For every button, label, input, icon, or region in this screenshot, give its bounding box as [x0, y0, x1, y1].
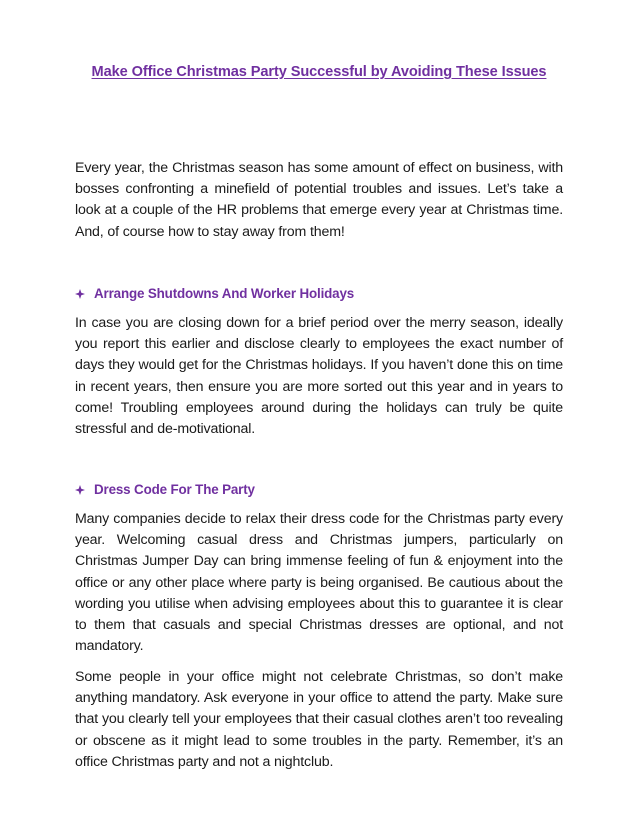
intro-paragraph	[75, 158, 563, 243]
section-heading-dress-code	[75, 482, 563, 497]
body-paragraph: In case you are closing down for a brief period over the merry season, ideally you report this earlier and disclose clearly to employees the exact number of days they would get for the Christmas holidays. If you haven’t done this on time in recent years, then ensure you are more sorted out this year and in years to come! Troubling employees around during the holidays can truly be quite stressful and de-motivational.	[75, 315, 563, 438]
section-heading-shutdowns	[75, 286, 563, 301]
diamond-bullet-icon	[75, 485, 85, 495]
section-body-dress-code-1	[75, 509, 563, 657]
section-heading-text: Dress Code For The Party	[94, 482, 255, 497]
diamond-bullet-icon	[75, 289, 85, 299]
intro-text: Every year, the Christmas season has some amount of effect on business, with bosses confronting a minefield of potential troubles and issues. Let’s take a look at a couple of the HR problems that emerge every year at Christmas time. And, of course how to stay away from them!	[75, 160, 563, 240]
body-paragraph: Many companies decide to relax their dress code for the Christmas party every year. Welcoming casual dress and Christmas jumpers, particularly on Christmas Jumper Day can bring immense feeling of fun & enjoyment into the office or any other place where party is being organised. Be cautious about the wording you utilise when advising employees about this to guarantee it is clear to them that casuals and special Christmas dresses are optional, and not mandatory.	[75, 511, 563, 655]
section-heading-text: Arrange Shutdowns And Worker Holidays	[94, 286, 355, 301]
page-title: Make Office Christmas Party Successful by Avoiding These Issues	[91, 64, 547, 80]
body-paragraph: Some people in your office might not celebrate Christmas, so don’t make anything mandatory. Ask everyone in your office to attend the party. Make sure that you clearly tell your employees that their casual clothes aren’t too revealing or obscene as it might lead to some troubles in the party. Remember, it’s an office Christmas party and not a nightclub.	[75, 669, 563, 770]
section-body-dress-code-2	[75, 667, 563, 773]
section-body-shutdowns	[75, 313, 563, 440]
